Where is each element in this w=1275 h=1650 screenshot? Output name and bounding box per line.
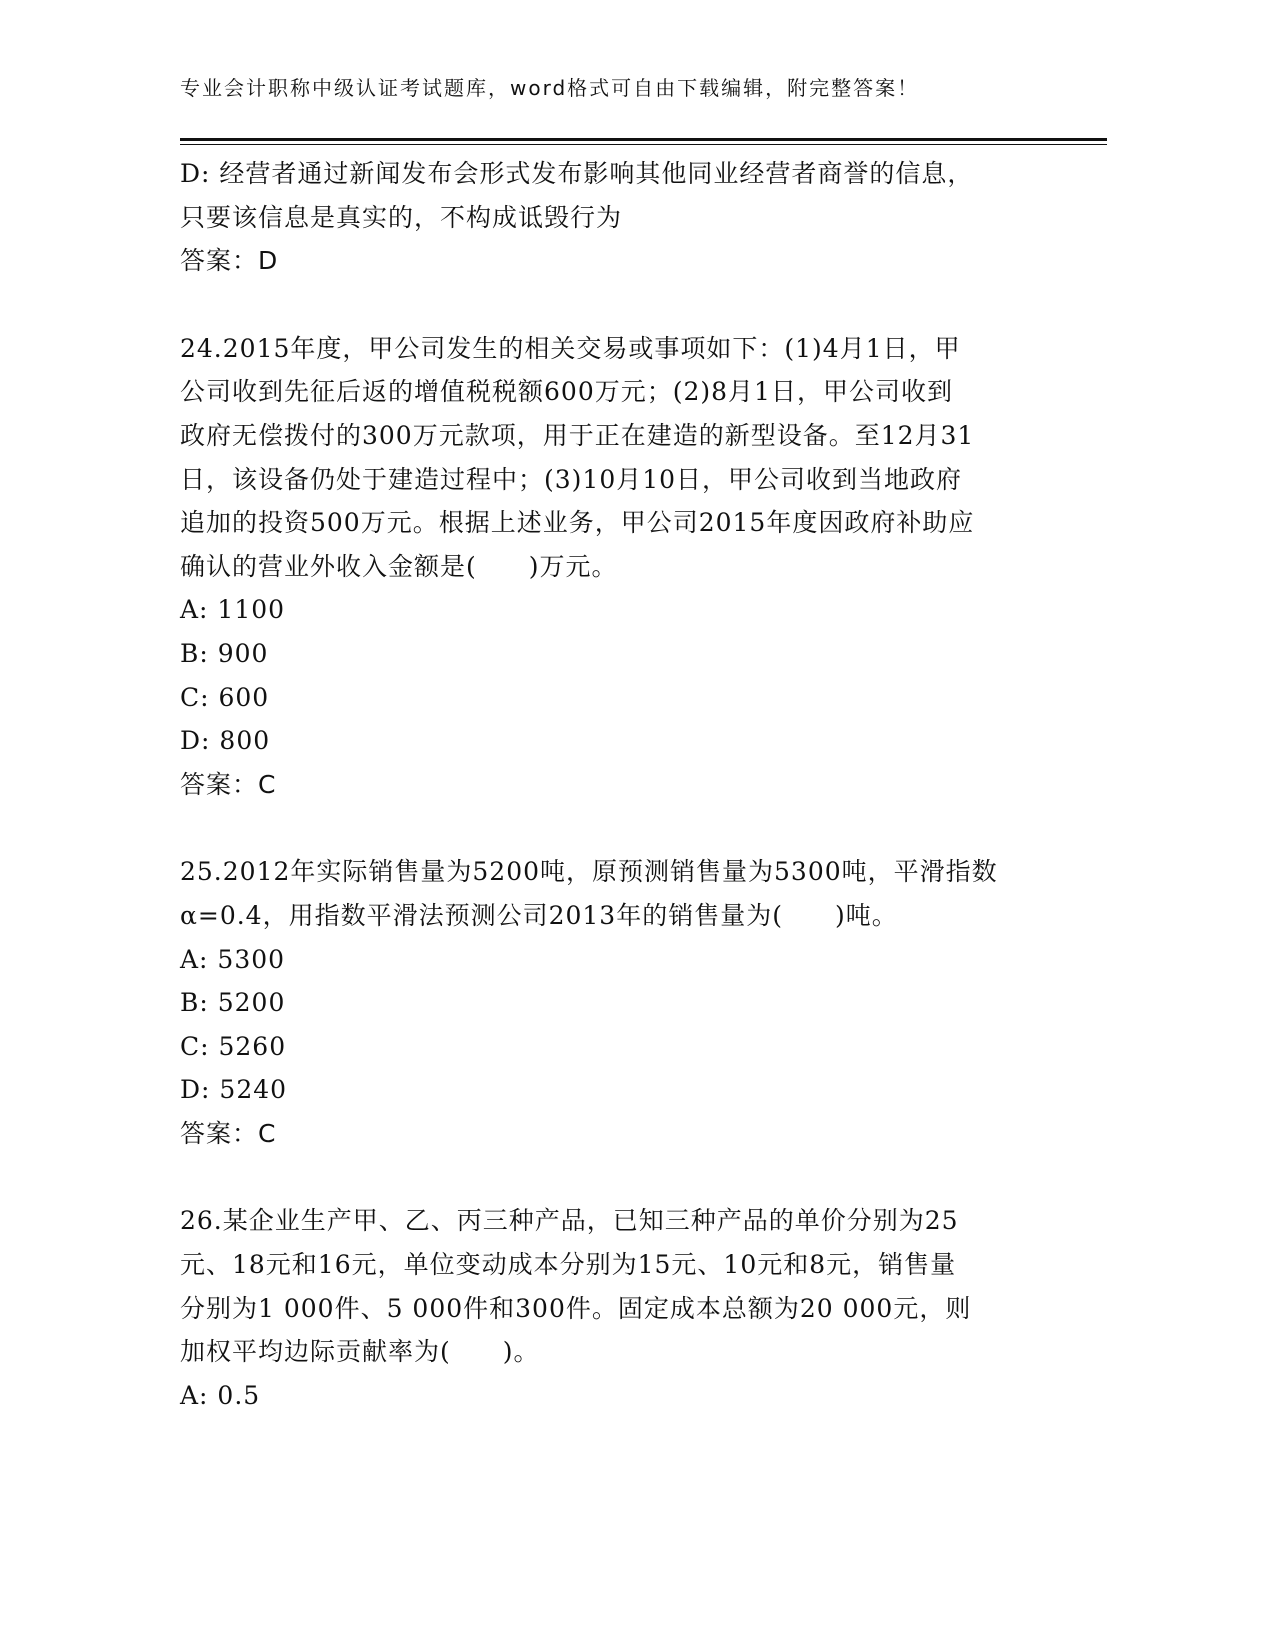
- block-spacer: [180, 1155, 1040, 1199]
- page-header: 专业会计职称中级认证考试题库，word格式可自由下载编辑，附完整答案！: [180, 76, 920, 100]
- text-line: 只要该信息是真实的，不构成诋毁行为: [180, 202, 623, 232]
- text-line: 24.2015年度，甲公司发生的相关交易或事项如下：(1)4月1日，甲: [180, 333, 961, 363]
- answer-line: 答案：C: [180, 769, 277, 799]
- question-block: [180, 1199, 1040, 1417]
- header-rule-thick: [180, 138, 1107, 141]
- question-block: [180, 850, 1040, 1155]
- text-line: α=0.4，用指数平滑法预测公司2013年的销售量为( )吨。: [180, 900, 898, 930]
- text-line: A: 5300: [180, 944, 286, 974]
- text-line: D: 经营者通过新闻发布会形式发布影响其他同业经营者商誉的信息，: [180, 159, 974, 188]
- text-line: 日，该设备仍处于建造过程中；(3)10月10日，甲公司收到当地政府: [180, 464, 963, 494]
- text-line: B: 5200: [180, 988, 286, 1018]
- text-line: C: 5260: [180, 1031, 287, 1061]
- text-line: C: 600: [180, 682, 270, 712]
- text-line: 加权平均边际贡献率为( )。: [180, 1337, 540, 1367]
- text-line: D: 800: [180, 726, 271, 756]
- answer-line: 答案：C: [180, 1118, 277, 1148]
- text-line: 25.2012年实际销售量为5200吨，原预测销售量为5300吨，平滑指数: [180, 857, 998, 887]
- text-line: 分别为1 000件、5 000件和300件。固定成本总额为20 000元，则: [180, 1293, 972, 1323]
- text-line: B: 900: [180, 638, 269, 668]
- text-line: 确认的营业外收入金额是( )万元。: [180, 551, 618, 581]
- header-rule-thin: [180, 144, 1107, 145]
- question-block: [180, 327, 1040, 807]
- question-content: [180, 152, 1040, 1417]
- text-line: 政府无偿拨付的300万元款项，用于正在建造的新型设备。至12月31: [180, 420, 975, 450]
- text-line: 26.某企业生产甲、乙、丙三种产品，已知三种产品的单价分别为25: [180, 1206, 959, 1236]
- text-line: 追加的投资500万元。根据上述业务，甲公司2015年度因政府补助应: [180, 508, 975, 538]
- question-block: [180, 152, 1040, 283]
- answer-line: 答案：D: [180, 246, 279, 276]
- text-line: 公司收到先征后返的增值税税额600万元；(2)8月1日，甲公司收到: [180, 377, 953, 407]
- block-spacer: [180, 806, 1040, 850]
- block-spacer: [180, 283, 1040, 327]
- text-line: 元、18元和16元，单位变动成本分别为15元、10元和8元，销售量: [180, 1250, 957, 1280]
- text-line: D: 5240: [180, 1075, 288, 1105]
- text-line: A: 0.5: [180, 1380, 261, 1410]
- text-line: A: 1100: [180, 595, 286, 625]
